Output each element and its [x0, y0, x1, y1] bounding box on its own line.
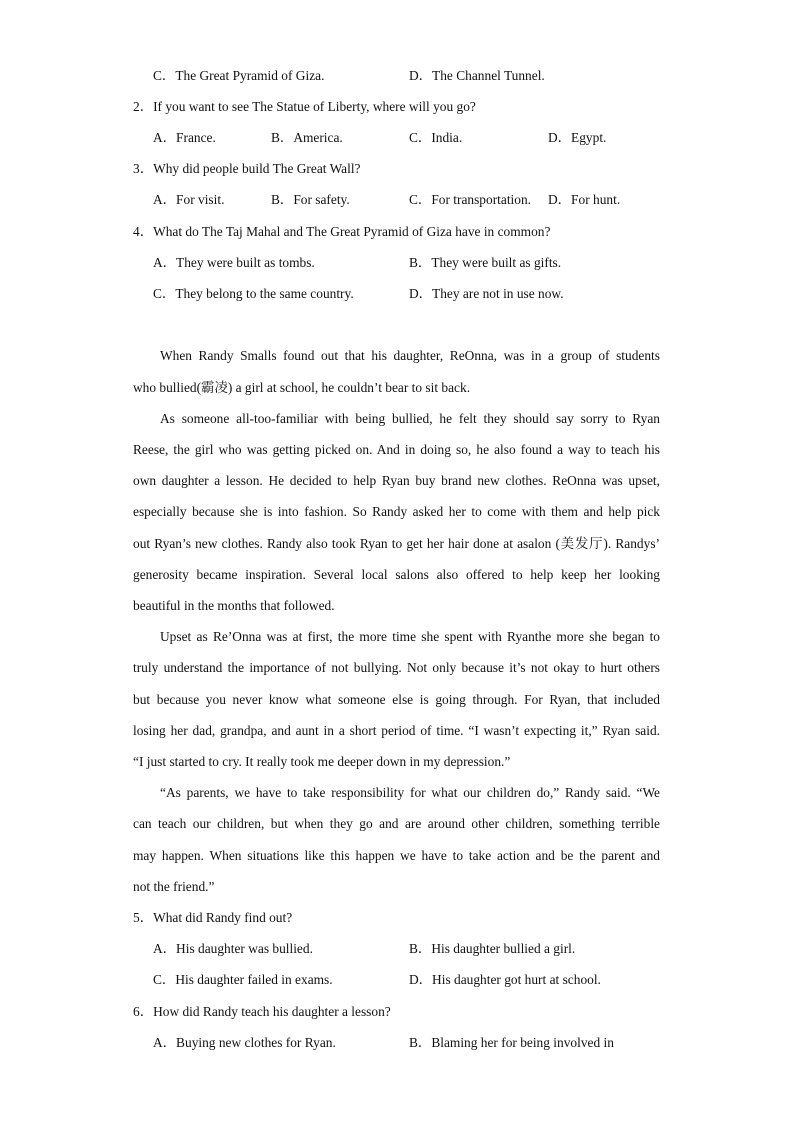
q2-option-a: A．France. [153, 130, 216, 145]
q3-option-b: B．For safety. [271, 192, 350, 207]
q3-option-d: D．For hunt. [548, 192, 621, 207]
passage-line: Reese, the girl who was getting picked on. And in doing so, he also found a way to teach his [133, 442, 660, 457]
passage-line: especially because she is into fashion. So Randy asked her to come with them and help pick [133, 504, 660, 519]
q5-option-b: B．His daughter bullied a girl. [409, 941, 576, 956]
q5-stem: 5．What did Randy find out? [133, 910, 293, 925]
q2-option-c: C．India. [409, 130, 463, 145]
passage-line: not the friend.” [133, 879, 215, 894]
passage-line: out Ryan’s new clothes. Randy also took Ryan to get her hair done at asalon (美发厅). Randys’ [133, 536, 660, 551]
passage-line: who bullied(霸凌) a girl at school, he couldn’t bear to sit back. [133, 380, 471, 395]
q2-option-b: B．America. [271, 130, 343, 145]
passage-line: When Randy Smalls found out that his daughter, ReOnna, was in a group of students [160, 348, 660, 363]
passage-line: “I just started to cry. It really took me deeper down in my depression.” [133, 754, 511, 769]
passage-line: Upset as Re’Onna was at first, the more time she spent with Ryanthe more she began to [160, 629, 660, 644]
q4-option-b: B．They were built as gifts. [409, 255, 562, 270]
q6-option-b: B．Blaming her for being involved in [409, 1035, 614, 1050]
q6-stem: 6．How did Randy teach his daughter a lesson? [133, 1004, 391, 1019]
q5-option-d: D．His daughter got hurt at school. [409, 972, 601, 987]
q2-option-d: D．Egypt. [548, 130, 607, 145]
passage-line: truly understand the importance of not bullying. Not only because it’s not okay to hurt others [133, 660, 660, 675]
passage-line: generosity became inspiration. Several local salons also offered to help keep her looking [133, 567, 660, 582]
q5-option-c: C．His daughter failed in exams. [153, 972, 333, 987]
q1-option-d: D．The Channel Tunnel. [409, 68, 545, 83]
passage-line: losing her dad, grandpa, and aunt in a short period of time. “I wasn’t expecting it,” Ryan said. [133, 723, 660, 738]
passage-line: but because you never know what someone else is going through. For Ryan, that included [133, 692, 660, 707]
passage-line: beautiful in the months that followed. [133, 598, 335, 613]
passage-line: own daughter a lesson. He decided to help Ryan buy brand new clothes. ReOnna was upset, [133, 473, 660, 488]
passage-line: “As parents, we have to take responsibility for what our children do,” Randy said. “We [160, 785, 660, 800]
passage-line: As someone all-too-familiar with being bullied, he felt they should say sorry to Ryan [160, 411, 660, 426]
passage-line: can teach our children, but when they go and are around other children, something terrible [133, 816, 660, 831]
q4-option-c: C．They belong to the same country. [153, 286, 354, 301]
q5-option-a: A．His daughter was bullied. [153, 941, 313, 956]
q4-option-d: D．They are not in use now. [409, 286, 564, 301]
q1-option-c: C．The Great Pyramid of Giza. [153, 68, 325, 83]
q3-stem: 3．Why did people build The Great Wall? [133, 161, 361, 176]
q6-option-a: A．Buying new clothes for Ryan. [153, 1035, 336, 1050]
q3-option-c: C．For transportation. [409, 192, 531, 207]
q4-stem: 4．What do The Taj Mahal and The Great Pyramid of Giza have in common? [133, 224, 551, 239]
q4-option-a: A．They were built as tombs. [153, 255, 315, 270]
passage-line: may happen. When situations like this happen we have to take action and be the parent and [133, 848, 660, 863]
q2-stem: 2．If you want to see The Statue of Liberty, where will you go? [133, 99, 476, 114]
q3-option-a: A．For visit. [153, 192, 225, 207]
